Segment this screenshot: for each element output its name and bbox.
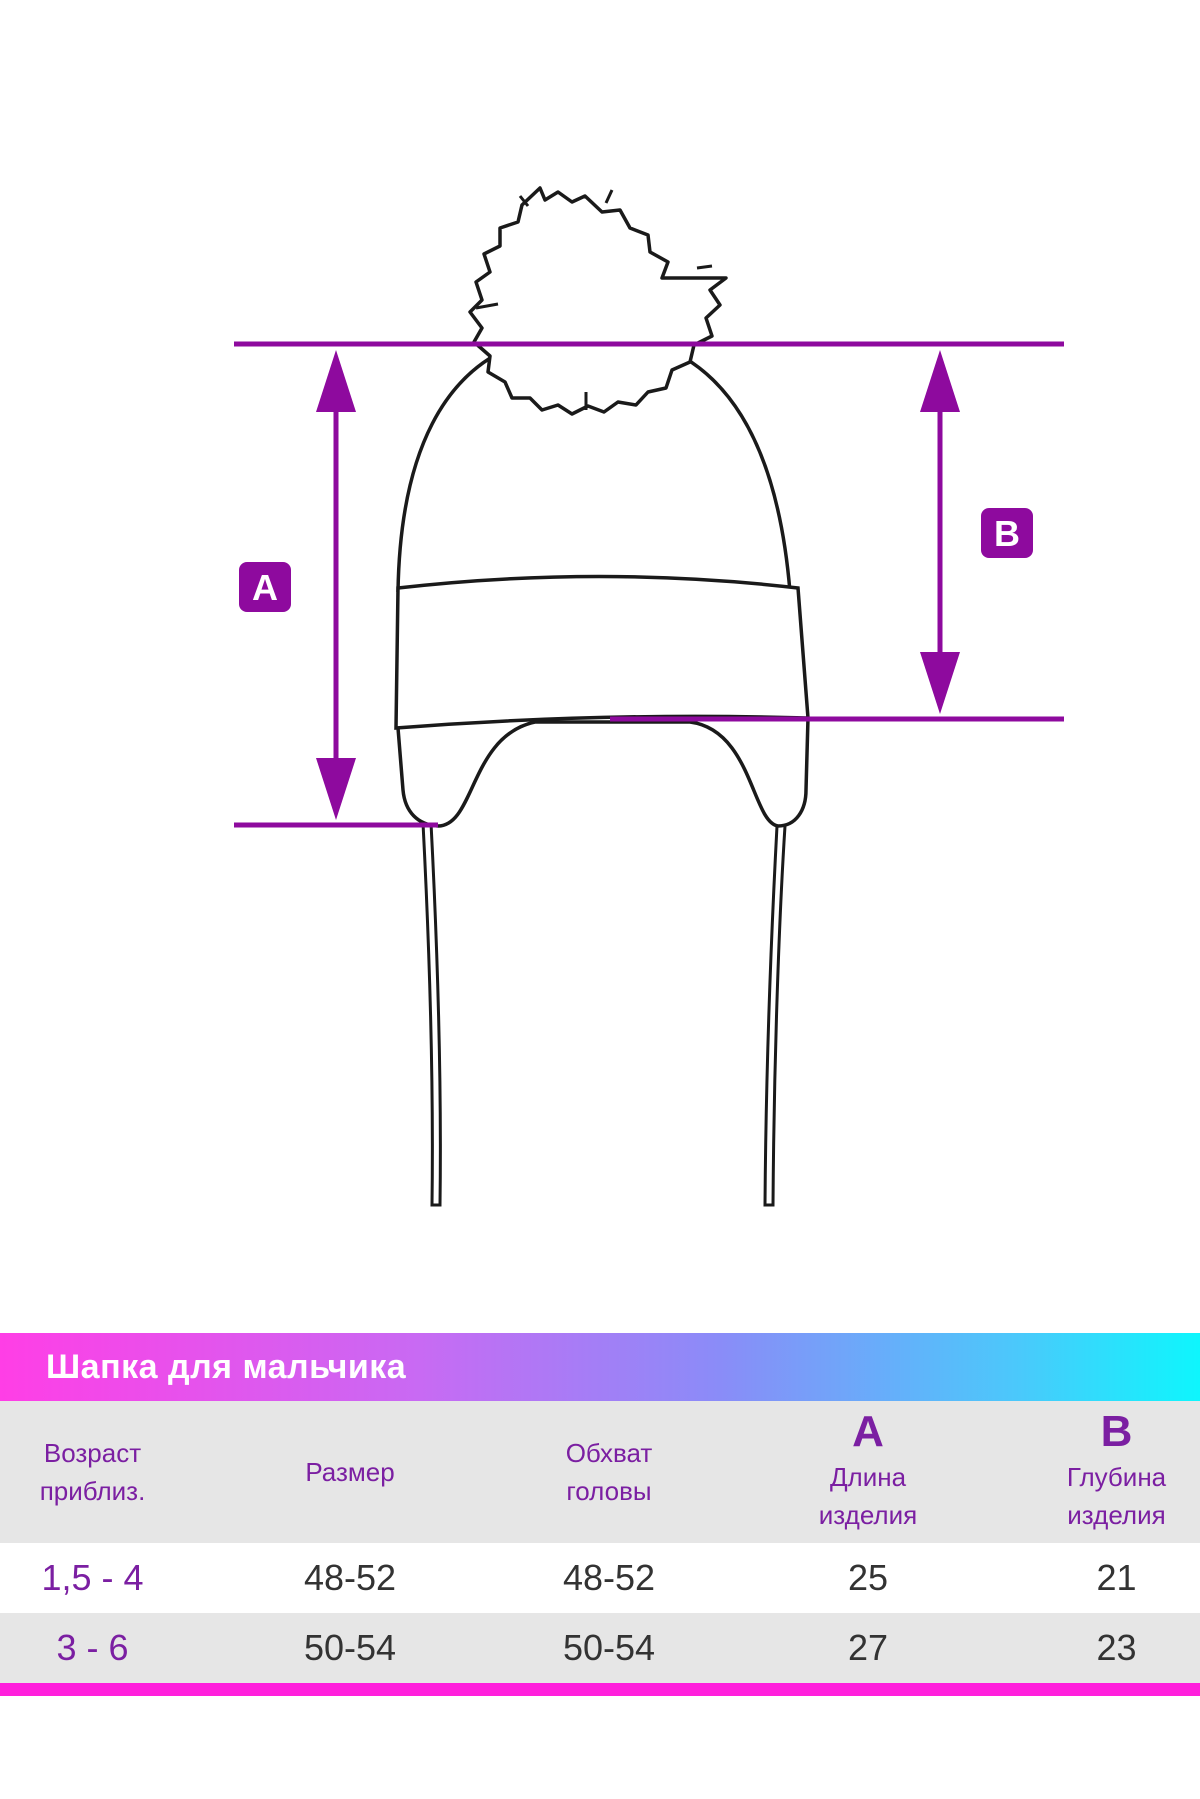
table-row — [0, 1613, 1200, 1683]
cell-length: 25 — [847, 1557, 889, 1598]
arrow-a — [316, 350, 356, 820]
cell-depth: 23 — [1096, 1627, 1137, 1668]
header-depth-letter: B — [1100, 1407, 1133, 1456]
cell-depth: 21 — [1096, 1557, 1137, 1598]
cell-girth: 50-54 — [562, 1627, 656, 1668]
header-length-line2: изделия — [818, 1500, 918, 1530]
table-header-row — [0, 1401, 1200, 1543]
header-size-line1: Размер — [305, 1457, 395, 1487]
cell-girth: 48-52 — [562, 1557, 656, 1598]
size-table — [0, 1333, 1200, 1696]
table-bottom-bar — [0, 1683, 1200, 1696]
cell-size: 48-52 — [303, 1557, 397, 1598]
label-b-badge — [981, 508, 1033, 558]
cell-age: 3 - 6 — [56, 1627, 129, 1668]
hat-tie-left — [423, 823, 440, 1205]
cell-age: 1,5 - 4 — [41, 1557, 144, 1598]
header-age — [0, 1401, 185, 1543]
hat-cuff — [396, 577, 808, 729]
pom-pom — [470, 188, 726, 414]
label-b: B — [994, 513, 1020, 554]
header-length — [703, 1401, 1033, 1543]
header-head-girth — [515, 1401, 703, 1543]
header-girth-line1: Обхват — [565, 1438, 653, 1468]
label-a-badge — [239, 562, 291, 612]
header-size — [185, 1401, 515, 1543]
hat-ear-flaps — [398, 718, 808, 826]
header-length-letter: A — [852, 1407, 884, 1456]
label-a: A — [252, 567, 278, 608]
cell-length: 27 — [847, 1627, 889, 1668]
cell-size: 50-54 — [303, 1627, 397, 1668]
header-depth — [1033, 1401, 1200, 1543]
header-girth-line2: головы — [566, 1476, 652, 1506]
header-depth-line1: Глубина — [1066, 1462, 1167, 1492]
table-title: Шапка для мальчика — [46, 1347, 407, 1386]
table-title-bar — [0, 1333, 1200, 1401]
table-row — [0, 1543, 1200, 1613]
header-age-line1: Возраст — [43, 1438, 142, 1468]
header-age-line2: приблиз. — [39, 1476, 146, 1506]
arrow-b — [920, 350, 960, 714]
header-length-line1: Длина — [829, 1462, 907, 1492]
hat-tie-right — [765, 826, 785, 1205]
header-depth-line2: изделия — [1067, 1500, 1166, 1530]
